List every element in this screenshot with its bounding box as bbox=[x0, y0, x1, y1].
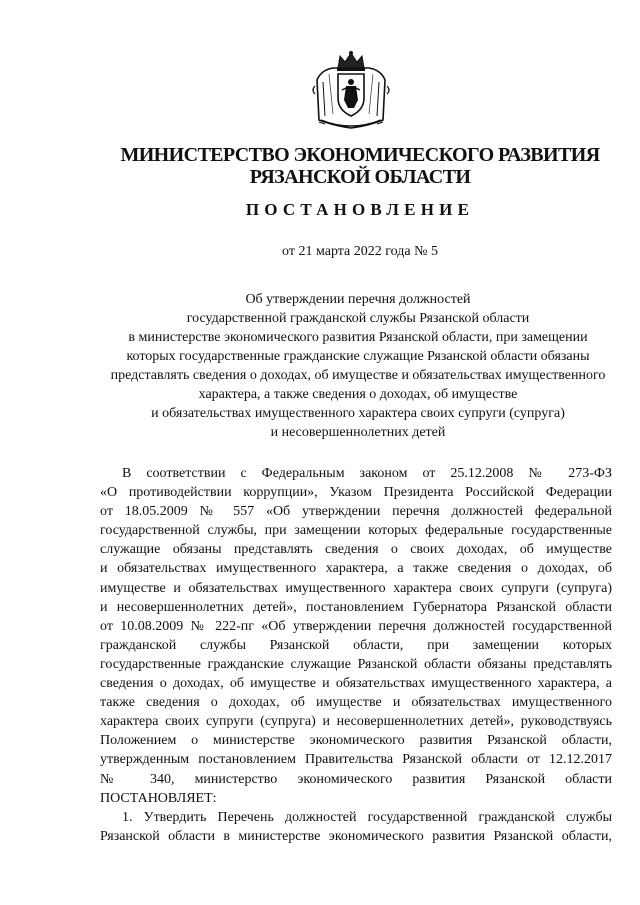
subject-line: и несовершеннолетних детей bbox=[270, 425, 446, 440]
body-line: утвержденным постановлением Правительства Рязанской области от 12.12.2017 bbox=[100, 752, 612, 768]
body-line: 1. Утвердить Перечень должностей государственной гражданской службы bbox=[122, 809, 612, 825]
document-body bbox=[100, 464, 612, 846]
subject-line: характера, а также сведения о доходах, об имуществе bbox=[198, 387, 518, 402]
ministry-name-line-2: РЯЗАНСКОЙ ОБЛАСТИ bbox=[249, 166, 471, 188]
body-line: от 10.08.2009 № 222-пг «Об утверждении перечня должностей государственной bbox=[100, 618, 612, 634]
body-line: ПОСТАНОВЛЯЕТ: bbox=[100, 790, 217, 806]
document-date-number: от 21 марта 2022 года № 5 bbox=[282, 244, 438, 259]
body-line: государственной службы, при замещении которых федеральные государственные bbox=[100, 523, 612, 539]
body-line: характера своих супруги (супруга) и несовершеннолетних детей», руководствуясь bbox=[100, 714, 612, 730]
subject-line: которых государственные гражданские служащие Рязанской области обязаны bbox=[126, 349, 590, 364]
body-line: В соответствии с Федеральным законом от 25.12.2008 № 273-ФЗ bbox=[122, 466, 612, 481]
subject-line: Об утверждении перечня должностей bbox=[245, 292, 471, 307]
body-line: также сведения о доходах, об имуществе и обязательствах имущественного bbox=[100, 695, 612, 711]
body-line: № 340, министерство экономического развития Рязанской области bbox=[100, 771, 612, 787]
body-line: и обязательствах имущественного характера, а также сведения о доходах, об bbox=[100, 561, 612, 577]
body-line: государственные гражданские служащие Рязанской области обязаны представлять bbox=[100, 656, 612, 672]
document-type-title: ПОСТАНОВЛЕНИЕ bbox=[245, 200, 475, 219]
subject-line: государственной гражданской службы Рязанской области bbox=[186, 311, 530, 326]
body-line: сведения о доходах, об имуществе и обязательствах имущественного характера, а bbox=[100, 676, 612, 692]
body-line: Рязанской области в министерстве экономического развития Рязанской области, bbox=[100, 828, 612, 844]
body-line: служащие обязаны представлять сведения о своих доходах, об имуществе bbox=[100, 542, 612, 558]
body-line: Положением о министерстве экономического развития Рязанской области, bbox=[100, 733, 612, 749]
body-line: «О противодействии коррупции», Указом Президента Российской Федерации bbox=[100, 485, 612, 501]
subject-line: и обязательствах имущественного характера своих супруги (супруга) bbox=[151, 406, 565, 421]
body-line: от 18.05.2009 № 557 «Об утверждении перечня должностей федеральной bbox=[100, 504, 612, 520]
body-line: и несовершеннолетних детей», постановлением Губернатора Рязанской области bbox=[100, 599, 612, 615]
body-line: гражданской службы Рязанской области, при замещении которых bbox=[100, 637, 612, 653]
coat-of-arms-icon bbox=[311, 50, 391, 130]
ministry-name-line-1: МИНИСТЕРСТВО ЭКОНОМИЧЕСКОГО РАЗВИТИЯ bbox=[120, 144, 600, 166]
document-subject bbox=[96, 290, 620, 442]
body-line: имуществе и обязательствах имущественного характера своих супруги (супруга) bbox=[100, 580, 612, 596]
subject-line: в министерстве экономического развития Рязанской области, при замещении bbox=[128, 330, 588, 345]
subject-line: представлять сведения о доходах, об имуществе и обязательствах имущественного bbox=[110, 368, 606, 383]
